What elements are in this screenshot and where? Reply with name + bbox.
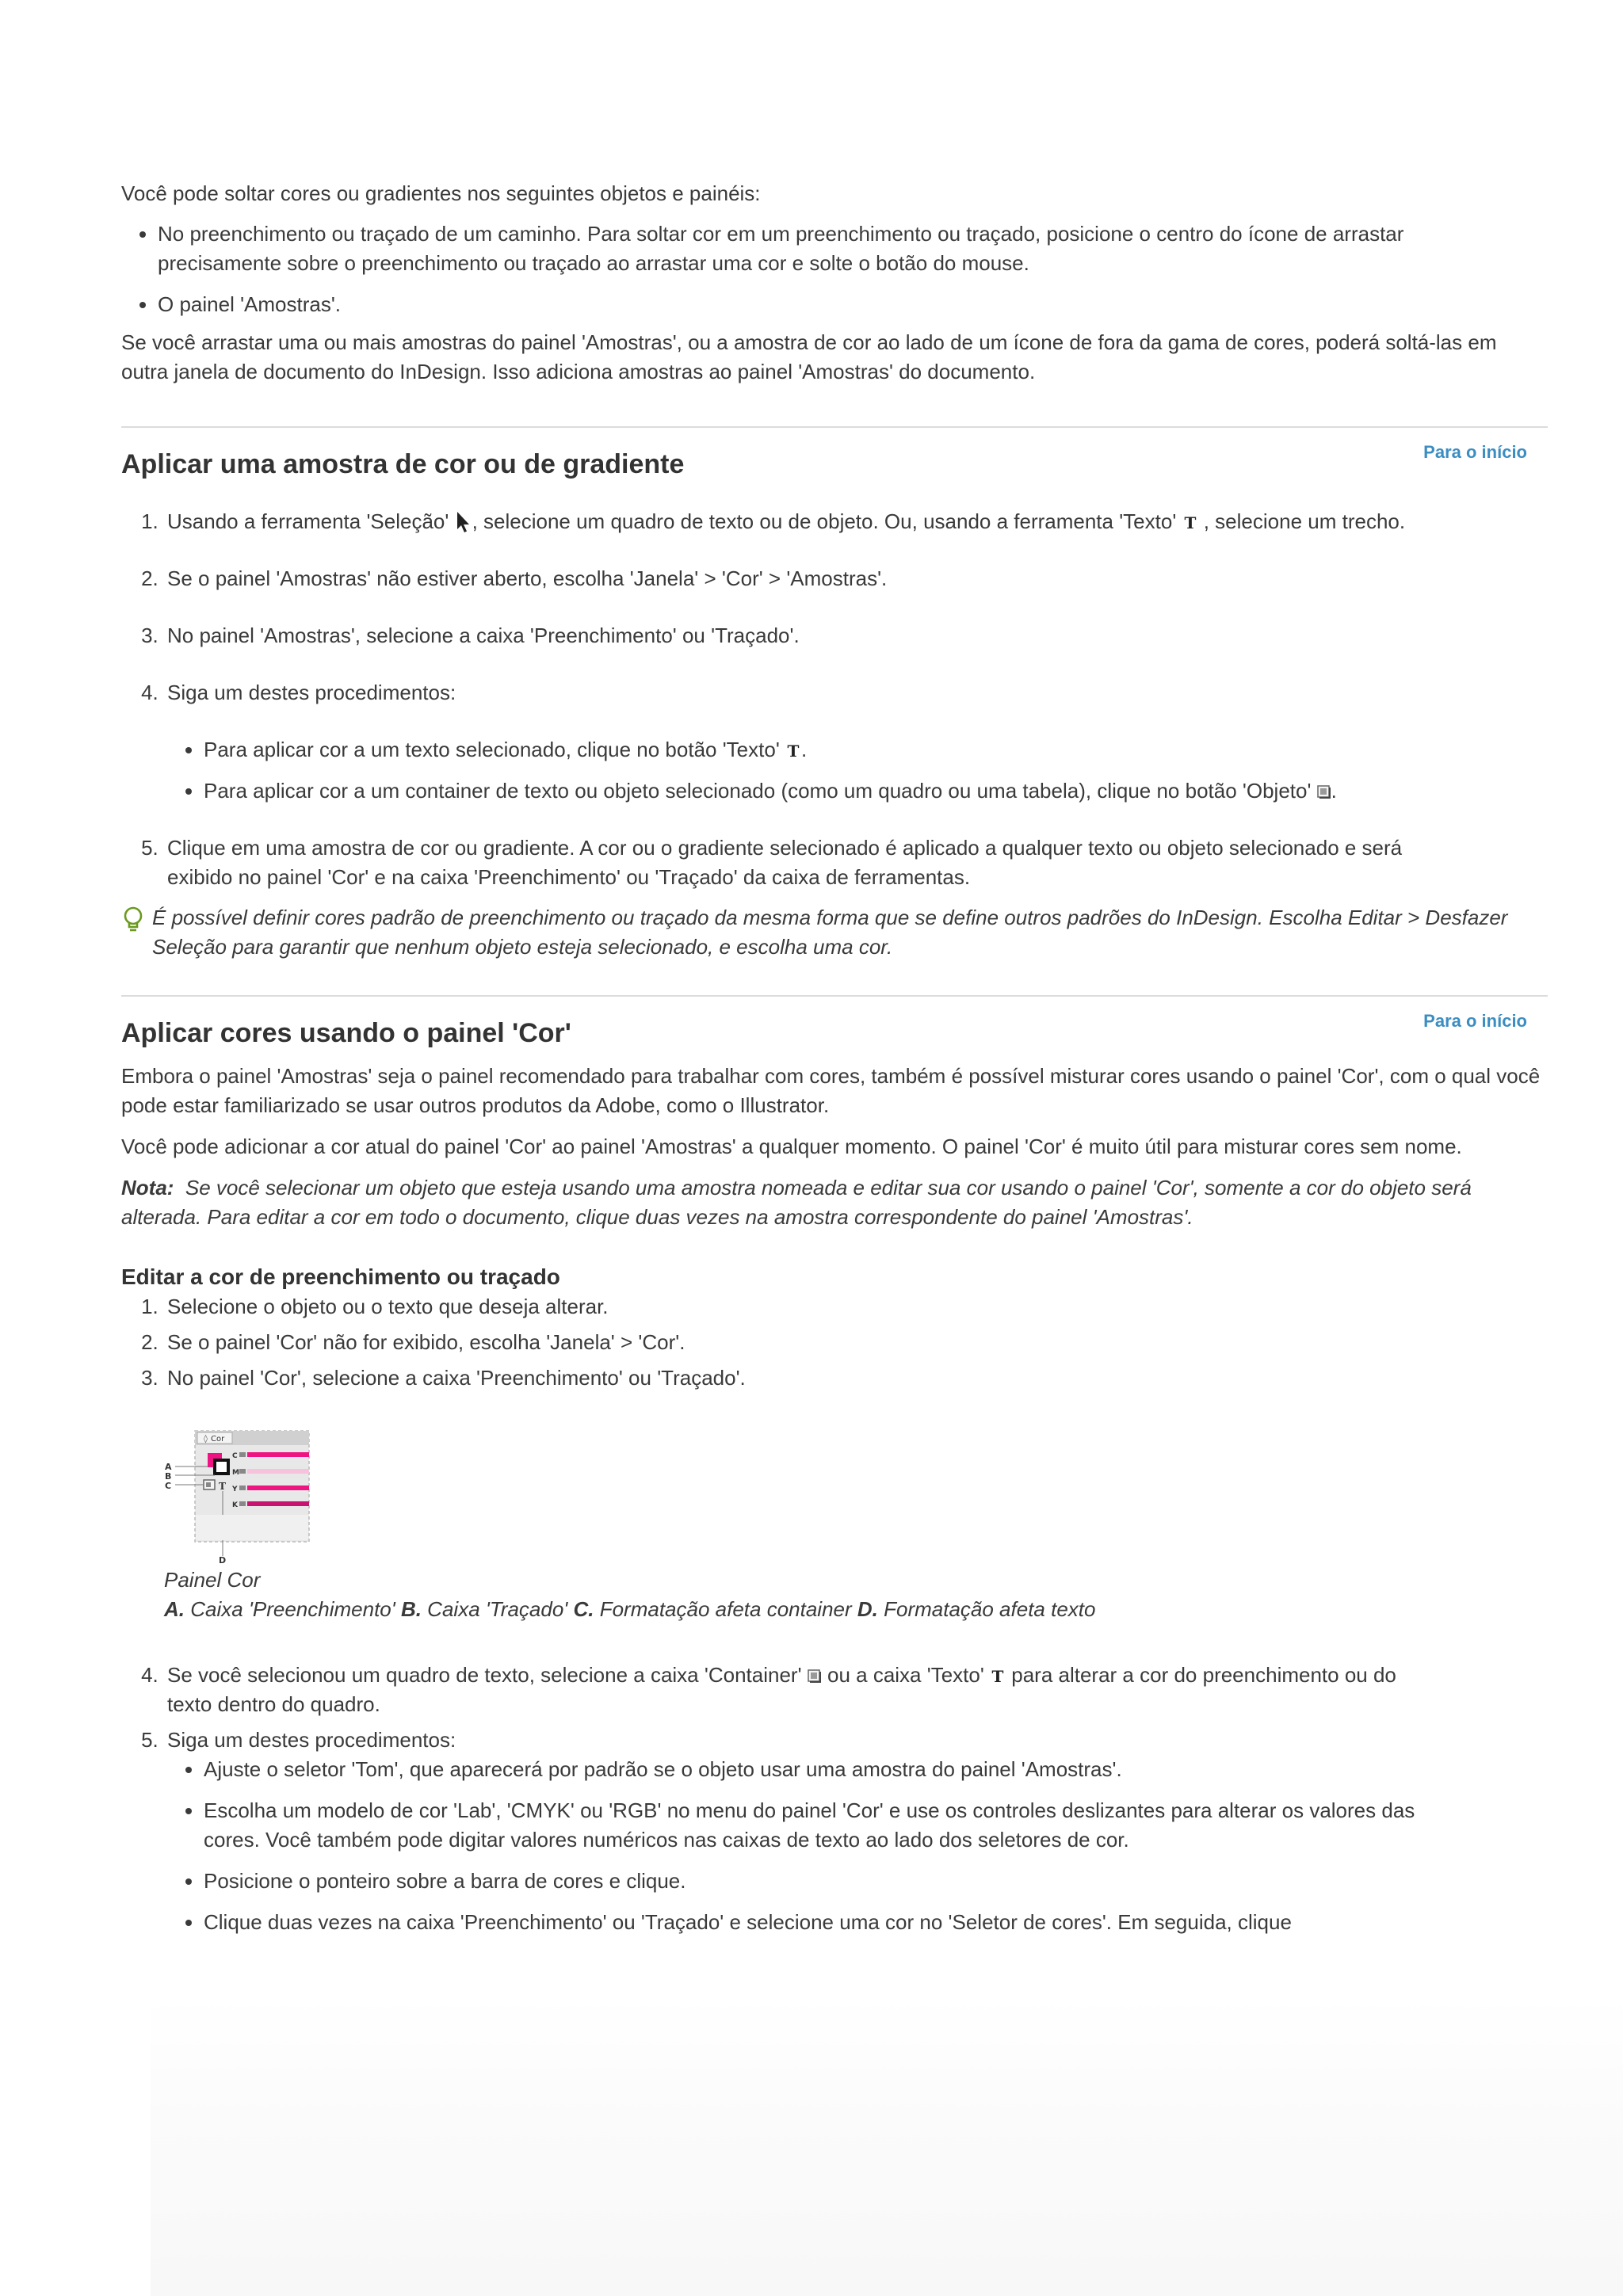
note	[121, 1173, 1548, 1232]
option: • Posicione o ponteiro sobre a barra de cores e clique.	[204, 1867, 1432, 1896]
caption-letter: B.	[400, 1597, 422, 1621]
section-apply-swatch	[121, 426, 1548, 962]
note-label: Nota:	[121, 1176, 174, 1199]
step-text: ou a caixa 'Texto'	[821, 1663, 991, 1687]
text-button-icon	[785, 742, 801, 761]
caption-letter: C.	[573, 1597, 594, 1621]
edit-steps-list	[121, 1292, 1548, 1393]
channel-label: M	[232, 1469, 239, 1477]
paragraph: Embora o painel 'Amostras' seja o painel recomendado para trabalhar com cores, também é possível misturar cores usando o painel 'Cor', com o qual você pode estar familiarizado se usar outros produtos da Adobe, como o Illustrator.	[121, 1064, 1541, 1117]
edit-step: 1. Selecione o objeto ou o texto que deseja alterar.	[164, 1292, 1548, 1322]
caption-letter: A.	[164, 1597, 185, 1621]
step-5-options	[167, 1755, 1432, 1937]
option-text: Para aplicar cor a um texto selecionado, clique no botão 'Texto'	[204, 738, 786, 761]
black-slider[interactable]	[247, 1501, 309, 1506]
caption-text: Caixa 'Traçado'	[421, 1597, 574, 1621]
section-heading: Aplicar cores usando o painel 'Cor'	[121, 1018, 571, 1048]
edit-steps-list-continued	[121, 1661, 1432, 1937]
section-heading: Aplicar uma amostra de cor ou de gradiente	[121, 449, 685, 479]
step-4-options	[167, 735, 1432, 806]
step-text: para alterar a cor do preenchimento ou do texto dentro do quadro.	[167, 1663, 1396, 1716]
container-button-icon	[808, 1669, 822, 1684]
channel-label: K	[232, 1501, 238, 1509]
step-4	[164, 678, 1432, 806]
step-3: 3. No painel 'Amostras', selecione a caixa 'Preenchimento' ou 'Traçado'.	[164, 621, 1432, 650]
back-to-top-link[interactable]: Para o início	[1423, 1011, 1527, 1031]
edit-step: 2. Se o painel 'Cor' não for exibido, escolha 'Janela' > 'Cor'.	[164, 1328, 1548, 1357]
svg-text:T: T	[991, 1667, 1004, 1687]
caption-text: Caixa 'Preenchimento'	[185, 1597, 401, 1621]
container-button-icon	[1317, 785, 1331, 799]
note-text: Se você selecionar um objeto que esteja usando uma amostra nomeada e editar sua cor usando o painel 'Cor', somente a cor do objeto será alterada. Para editar a cor em todo o documento, clique duas vezes na amostra correspondente do painel 'Amostras'.	[121, 1176, 1472, 1229]
caption-text: Formatação afeta texto	[877, 1597, 1096, 1621]
caption-letter: D.	[857, 1597, 878, 1621]
back-to-top-link[interactable]: Para o início	[1423, 442, 1527, 462]
intro-bullet-list	[121, 219, 1548, 319]
section-color-panel	[121, 995, 1548, 1937]
stroke-box	[215, 1460, 228, 1474]
option: • Escolha um modelo de cor 'Lab', 'CMYK' ou 'RGB' no menu do painel 'Cor' e use os controles deslizantes para alterar os valores das cores. Você também pode digitar valores numéricos nas caixas de texto ao lado dos seletores de cor.	[204, 1796, 1432, 1855]
selection-tool-icon	[455, 511, 472, 535]
svg-text:◊: ◊	[204, 1435, 208, 1444]
intro-text: Você pode soltar cores ou gradientes nos seguintes objetos e painéis:	[121, 181, 761, 205]
step-text: , selecione um quadro de texto ou de objeto. Ou, usando a ferramenta 'Texto'	[472, 509, 1182, 533]
tip-note	[121, 903, 1548, 962]
step-text: Siga um destes procedimentos:	[167, 681, 456, 704]
paragraph: Você pode adicionar a cor atual do painel 'Cor' ao painel 'Amostras' a qualquer momento. O painel 'Cor' é muito útil para misturar cores sem nome.	[121, 1135, 1462, 1158]
page-bottom-shade	[151, 1997, 1623, 2296]
subheading: Editar a cor de preenchimento ou traçado	[121, 1264, 560, 1289]
edit-step-4	[164, 1661, 1432, 1719]
figure-title: Painel Cor	[164, 1568, 261, 1592]
callout-label: D	[219, 1555, 227, 1564]
svg-text:T: T	[1184, 513, 1196, 533]
figure-caption	[164, 1595, 1548, 1624]
edit-step: 3. No painel 'Cor', selecione a caixa 'Preenchimento' ou 'Traçado'.	[164, 1363, 1548, 1393]
option-text: Para aplicar cor a um container de texto ou objeto selecionado (como um quadro ou uma tabela), clique no botão 'Objeto'	[204, 779, 1317, 803]
option: • Clique duas vezes na caixa 'Preenchimento' ou 'Traçado' e selecione uma cor no 'Seletor de cores'. Em seguida, clique	[204, 1908, 1432, 1937]
option: • Ajuste o seletor 'Tom', que aparecerá por padrão se o objeto usar uma amostra do painel 'Amostras'.	[204, 1755, 1432, 1784]
svg-text:T: T	[787, 742, 800, 761]
step-text: Usando a ferramenta 'Seleção'	[167, 509, 455, 533]
steps-list	[121, 507, 1432, 892]
step-text: , selecione um trecho.	[1197, 509, 1406, 533]
callout-label: C	[165, 1481, 172, 1491]
figure-panel-title: Cor	[211, 1435, 225, 1444]
cyan-slider[interactable]	[247, 1452, 309, 1457]
intro-bullet: • O painel 'Amostras'.	[158, 290, 1548, 319]
svg-text:T: T	[219, 1481, 226, 1492]
callout-label: A	[165, 1462, 172, 1472]
type-tool-icon	[1182, 513, 1198, 532]
step-text: Se você selecionou um quadro de texto, selecione a caixa 'Container'	[167, 1663, 808, 1687]
edit-step-5	[164, 1726, 1432, 1937]
tip-text: É possível definir cores padrão de preenchimento ou traçado da mesma forma que se define outros padrões do InDesign. Escolha Editar > Desfazer Seleção para garantir que nenhum objeto esteja selecionado, e escolha uma cor.	[152, 906, 1508, 959]
lightbulb-icon	[121, 906, 145, 933]
step-1	[164, 507, 1432, 536]
step-2: 2. Se o painel 'Amostras' não estiver aberto, escolha 'Janela' > 'Cor' > 'Amostras'.	[164, 564, 1432, 593]
color-panel-figure	[164, 1421, 323, 1564]
channel-label: C	[232, 1452, 238, 1460]
magenta-slider[interactable]	[247, 1469, 309, 1474]
document-page	[121, 179, 1548, 1949]
option-object-button: • Para aplicar cor a um container de texto ou objeto selecionado (como um quadro ou uma tabela), clique no botão 'Objeto' .	[204, 776, 1432, 806]
text-button-icon	[990, 1667, 1006, 1686]
option-text-button: • Para aplicar cor a um texto selecionado, clique no botão 'Texto' T .	[204, 735, 1432, 765]
intro-bullet: • No preenchimento ou traçado de um caminho. Para soltar cor em um preenchimento ou traçado, posicione o centro do ícone de arrastar precisamente sobre o preenchimento ou traçado ao arrastar uma cor e solte o botão do mouse.	[158, 219, 1426, 278]
intro-paragraph: Se você arrastar uma ou mais amostras do painel 'Amostras', ou a amostra de cor ao lado de um ícone de fora da gama de cores, poderá soltá-las em outra janela de documento do InDesign. Isso adiciona amostras ao painel 'Amostras' do documento.	[121, 330, 1497, 383]
yellow-slider[interactable]	[247, 1486, 309, 1490]
caption-text: Formatação afeta container	[594, 1597, 857, 1621]
step-text: Siga um destes procedimentos:	[167, 1728, 456, 1752]
channel-label: Y	[232, 1486, 238, 1493]
step-5: 5. Clique em uma amostra de cor ou gradiente. A cor ou o gradiente selecionado é aplicado a qualquer texto ou objeto selecionado e será exibido no painel 'Cor' e na caixa 'Preenchimento' ou 'Traçado' da caixa de ferramentas.	[164, 833, 1432, 892]
callout-label: B	[165, 1471, 172, 1482]
